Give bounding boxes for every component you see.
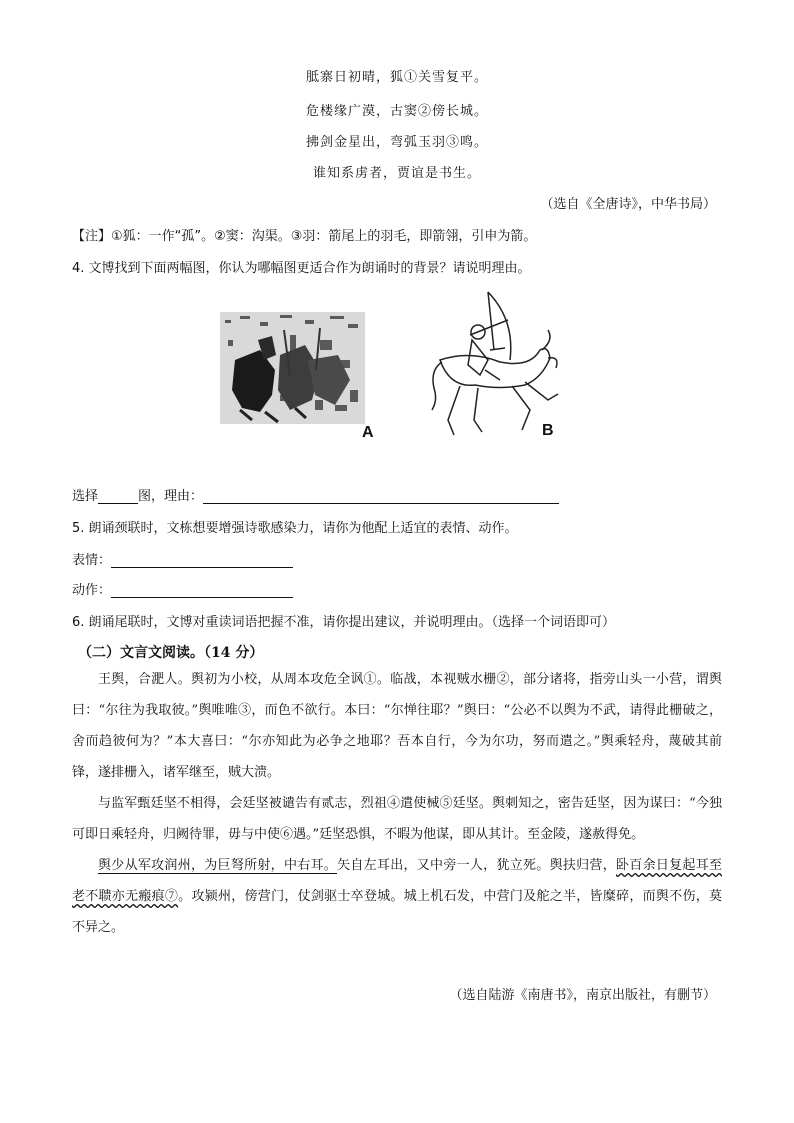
archer-on-horse-image: [430, 290, 570, 440]
image-b-label: B: [542, 422, 554, 439]
image-a-label: A: [362, 424, 374, 441]
q5-action-label: 动作：: [72, 583, 112, 598]
question-6: 6. 朗诵尾联时，文博对重读词语把握不准，请你提出建议，并说明理由。（选择一个词语即可）: [72, 615, 616, 630]
image-a: [220, 300, 380, 441]
poem-source: （选自《全唐诗》，中华书局）: [540, 197, 716, 212]
poem-line-1: 胝寨日初晴，狐①关雪复平。: [305, 70, 488, 85]
poem-line-4: 谁知系虏者，贾谊是书生。: [312, 166, 481, 181]
q5-action-blank[interactable]: [111, 583, 293, 598]
q5-expression-row: [72, 549, 293, 568]
question-5: 5. 朗诵颈联时，文栋想要增强诗歌感染力，请你为他配上适宜的表情、动作。: [72, 521, 518, 536]
q4-answer-prefix: 选择: [72, 489, 99, 504]
question-4: 4. 文博找到下面两幅图，你认为哪幅图更适合作为朗诵时的背景？请说明理由。: [72, 261, 531, 276]
q4-answer-middle: 图，理由：: [138, 489, 204, 504]
q5-expression-label: 表情：: [72, 553, 112, 568]
prose-source: （选自陆游《南唐书》，南京出版社，有删节）: [449, 988, 716, 1003]
paragraph-3-end: 。攻颍州，傍营门，仗剑驱士卒登城。城上机石发，中营门及舵之半，皆糜碎，而舆不伤，莫不异之。: [72, 889, 722, 935]
q5-action-row: [72, 579, 293, 598]
paragraph-2: 与监军甄廷坚不相得，会廷坚被谴告有贰志，烈祖④遣使械⑤廷坚。舆刺知之，密告廷坚，因为谋曰：“今独可即日乘轻舟，归阙待罪，毋与中使⑥遇。”廷坚恐惧，不暇为他谋，即从其计。至金陵，遂赦得免。: [72, 796, 722, 842]
paragraph-3-middle: 矢自左耳出，又中旁一人，犹立死。舆扶归营，: [337, 858, 616, 873]
section-heading: （二）文言文阅读。（14 分）: [78, 645, 264, 661]
q4-choice-blank[interactable]: [98, 489, 138, 504]
paragraph-3: [72, 850, 722, 943]
image-b: [430, 290, 570, 440]
battle-scene-image: [220, 300, 380, 438]
poem-line-3: 拂剑金星出，弯弧玉羽③鸣。: [305, 135, 488, 150]
classical-text: [72, 664, 722, 943]
q5-expression-blank[interactable]: [111, 553, 293, 568]
q4-answer-row: [72, 485, 559, 504]
q4-reason-blank[interactable]: [203, 489, 559, 504]
paragraph-1: 王舆，合淝人。舆初为小校，从周本攻危全讽①。临战，本视贼水栅②，部分诸将，指旁山头一小营，谓舆曰：“尔往为我取彼。”舆唯唯③，而色不欲行。本曰：“尔惮往耶？”舆曰：“公必不以舆为不武，请得此栅破之，舍而趋彼何为？”本大喜曰：“尔亦知此为必争之地耶？吾本自行，今为尔功，努而遣之。”舆乘轻舟，蔑破其前锋，遂排栅入，诸军继至，贼大溃。: [72, 672, 722, 780]
poem-line-2: 危楼缘广漠，古窦②傍长城。: [305, 104, 488, 119]
wavy-underlined-sentence: 卧百余日复起耳至老不聩亦无瘢痕⑦: [72, 858, 722, 904]
poem-note: 【注】①狐：一作“孤”。②窦：沟渠。③羽：箭尾上的羽毛，即箭翎，引申为箭。: [72, 229, 537, 244]
underlined-sentence: 舆少从军攻润州，为巨弩所射，中右耳。: [98, 858, 338, 873]
